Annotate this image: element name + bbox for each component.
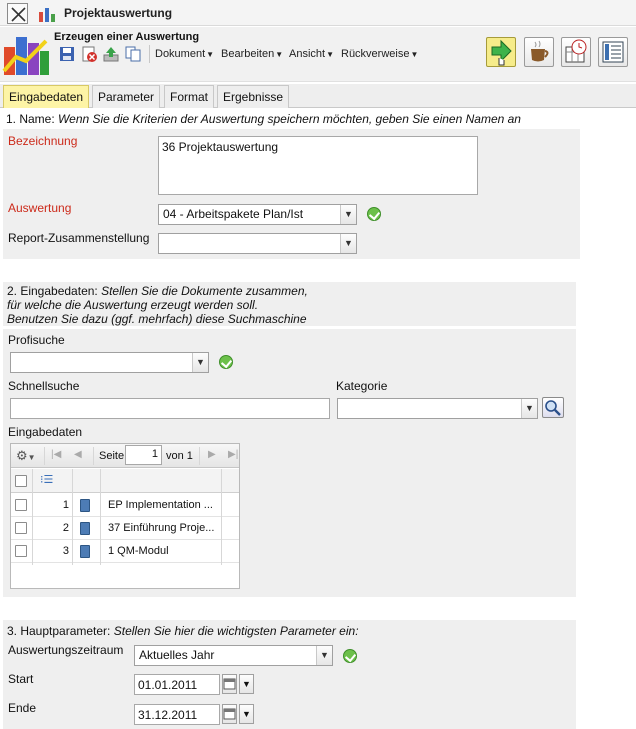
row-checkbox[interactable] <box>15 522 27 534</box>
start-label: Start <box>8 672 34 686</box>
chevron-down-icon[interactable]: ▼ <box>521 399 537 418</box>
toolbar-separator <box>44 447 45 465</box>
table-row[interactable] <box>11 540 239 563</box>
sort-order-icon[interactable]: ⁝☰ <box>40 474 54 486</box>
gear-icon[interactable]: ⚙▼ <box>16 448 36 463</box>
row-checkbox[interactable] <box>15 545 27 557</box>
bezeichnung-field[interactable]: 36 Projektauswertung <box>158 136 478 195</box>
row-name: EP Implementation ... <box>108 499 213 511</box>
ok-check-icon <box>219 355 233 369</box>
chevron-down-icon: ▼ <box>410 50 419 59</box>
tab-parameter[interactable]: Parameter <box>92 85 160 108</box>
last-page-icon[interactable]: ▶| <box>228 449 239 460</box>
chart-icon <box>38 5 56 23</box>
tab-format[interactable]: Format <box>164 85 214 108</box>
page-count-label: von 1 <box>166 450 193 462</box>
chevron-down-icon[interactable]: ▼ <box>239 704 254 724</box>
section2-text-3: Benutzen Sie dazu (ggf. mehrfach) diese Suchmaschine <box>7 312 307 326</box>
search-icon <box>543 398 563 417</box>
zeitraum-label: Auswertungszeitraum <box>8 643 124 657</box>
tab-eingabedaten[interactable]: Eingabedaten <box>3 85 89 108</box>
chevron-down-icon: ▼ <box>206 50 215 59</box>
chevron-down-icon[interactable]: ▼ <box>340 205 356 224</box>
menu-label: Dokument <box>155 48 206 60</box>
menu-label: Ansicht <box>289 48 326 60</box>
end-date-field[interactable]: 31.12.2011 <box>134 704 220 725</box>
upload-icon[interactable] <box>103 46 119 62</box>
report-logo-icon <box>2 31 50 77</box>
column-divider <box>100 494 101 563</box>
column-divider <box>72 494 73 563</box>
row-name: 37 Einführung Proje... <box>108 522 215 534</box>
chevron-down-icon[interactable]: ▼ <box>192 353 208 372</box>
row-name: 1 QM-Modul <box>108 545 169 557</box>
bezeichnung-label: Bezeichnung <box>8 134 78 148</box>
coffee-icon[interactable] <box>524 37 554 67</box>
start-date-field[interactable]: 01.01.2011 <box>134 674 220 695</box>
section2-text-2: für welche die Auswertung erzeugt werden soll. <box>7 298 259 312</box>
menu-label: Bearbeiten <box>221 48 275 60</box>
document-icon <box>80 522 90 535</box>
header-title: Erzeugen einer Auswertung <box>54 31 200 43</box>
run-button[interactable] <box>486 37 516 67</box>
page-input[interactable]: 1 <box>125 445 162 465</box>
section1-heading <box>6 112 521 126</box>
kategorie-label: Kategorie <box>336 379 388 393</box>
section2-line1 <box>7 284 308 298</box>
search-button[interactable] <box>542 397 564 418</box>
section2-text-1: Stellen Sie die Dokumente zusammen, <box>101 284 308 298</box>
auswertung-value: 04 - Arbeitspakete Plan/Ist <box>163 207 304 221</box>
schnellsuche-field[interactable] <box>10 398 330 419</box>
select-all-checkbox[interactable] <box>15 475 27 487</box>
section1-text: Wenn Sie die Kriterien der Auswertung speichern möchten, geben Sie einen Namen an <box>58 112 521 126</box>
chevron-down-icon: ▼ <box>326 50 334 59</box>
menu-label: Rückverweise <box>341 48 410 60</box>
section2-line2 <box>7 298 308 312</box>
section3-prefix: 3. Hauptparameter: <box>7 624 114 638</box>
menu-separator <box>149 45 150 63</box>
section2-prefix: 2. Eingabedaten: <box>7 284 102 298</box>
menu-bearbeiten[interactable] <box>221 48 283 60</box>
chevron-down-icon[interactable]: ▼ <box>239 674 254 694</box>
auswertung-label: Auswertung <box>8 201 72 215</box>
report-label: Report-Zusammenstellung <box>8 231 150 245</box>
section2-heading <box>7 284 308 326</box>
previous-page-icon[interactable]: ◀ <box>74 449 82 460</box>
document-icon <box>80 545 90 558</box>
zeitraum-value: Aktuelles Jahr <box>139 648 215 662</box>
schedule-icon[interactable] <box>561 37 591 67</box>
kategorie-select[interactable] <box>337 398 538 419</box>
table-row[interactable] <box>11 517 239 540</box>
auswertung-select[interactable] <box>158 204 357 225</box>
schnellsuche-label: Schnellsuche <box>8 379 80 393</box>
save-icon[interactable] <box>59 46 75 62</box>
row-number: 2 <box>62 522 69 534</box>
menu-dokument[interactable] <box>155 48 214 60</box>
calendar-icon[interactable] <box>222 674 237 694</box>
section2-line3 <box>7 312 308 326</box>
tab-ergebnisse[interactable]: Ergebnisse <box>217 85 289 108</box>
toolbar-separator <box>93 447 94 465</box>
column-divider <box>221 494 222 563</box>
zeitraum-select[interactable] <box>134 645 333 666</box>
section3-heading <box>7 624 359 638</box>
section1-prefix: 1. Name: <box>6 112 59 126</box>
close-icon[interactable] <box>7 3 28 24</box>
row-number: 3 <box>62 545 69 557</box>
toolbar-separator <box>199 447 200 465</box>
profisuche-label: Profisuche <box>8 333 65 347</box>
eingabedaten-label: Eingabedaten <box>8 425 83 439</box>
list-icon[interactable] <box>598 37 628 67</box>
chevron-down-icon[interactable]: ▼ <box>316 646 332 665</box>
table-row[interactable] <box>11 494 239 517</box>
row-checkbox[interactable] <box>15 499 27 511</box>
ende-label: Ende <box>8 701 37 715</box>
first-page-icon[interactable]: |◀ <box>51 449 62 460</box>
report-select[interactable] <box>158 233 357 254</box>
row-number: 1 <box>62 499 69 511</box>
profisuche-select[interactable] <box>10 352 209 373</box>
calendar-icon[interactable] <box>222 704 237 724</box>
menu-ansicht[interactable] <box>289 48 334 60</box>
document-icon <box>80 499 90 512</box>
ok-check-icon <box>367 207 381 221</box>
chevron-down-icon[interactable]: ▼ <box>340 234 356 253</box>
seite-label: Seite <box>99 450 125 462</box>
delete-icon[interactable] <box>81 46 97 62</box>
ok-check-icon <box>343 649 357 663</box>
section3-text: Stellen Sie hier die wichtigsten Parameter ein: <box>113 624 359 638</box>
menu-rueckverweise[interactable] <box>341 48 418 60</box>
window-title: Projektauswertung <box>64 6 173 20</box>
copy-icon[interactable] <box>125 46 141 62</box>
chevron-down-icon: ▼ <box>275 50 284 59</box>
column-divider <box>32 494 33 563</box>
next-page-icon[interactable]: ▶ <box>208 449 216 460</box>
